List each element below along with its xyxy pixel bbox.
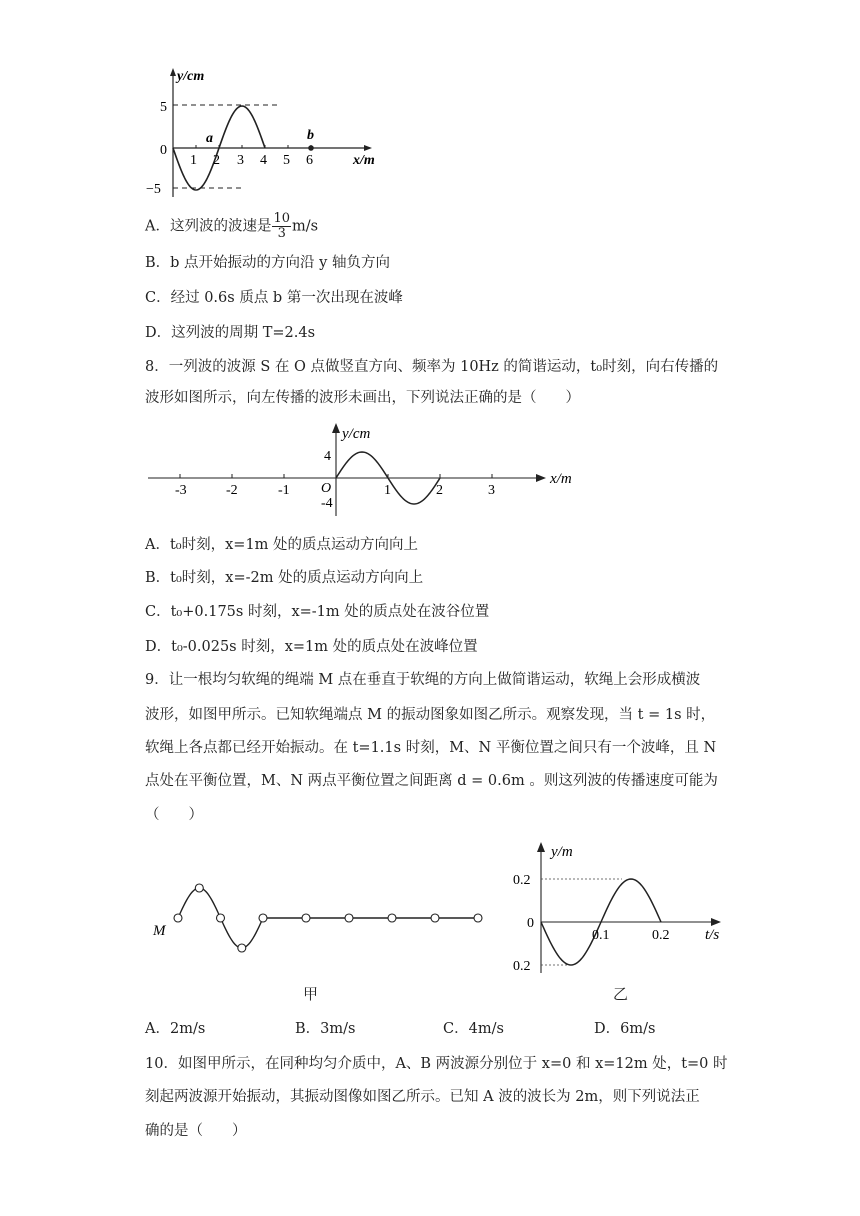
x-tick-2: 2 — [213, 153, 220, 168]
rope-bead — [302, 914, 310, 922]
q9-option-b: B．3m/s — [295, 1021, 356, 1037]
x-axis-label: x/m — [550, 471, 572, 487]
rope-bead — [259, 914, 267, 922]
figure-jia-rope — [150, 870, 500, 960]
y-tick-4: 4 — [324, 449, 331, 464]
x-tick-6: 6 — [306, 153, 313, 168]
point-b-dot — [308, 145, 314, 151]
x-tick-neg1: -1 — [278, 483, 290, 498]
x-tick-1: 1 — [384, 483, 391, 498]
x-tick-0.2: 0.2 — [652, 928, 670, 943]
q9-option-d: D．6m/s — [594, 1021, 656, 1037]
q9-stem-line5: （ ） — [145, 807, 203, 823]
q7-option-a: A．这列波的波速是 $\frac{10}{3}$ m/s — [145, 211, 319, 241]
rope-bead — [195, 884, 203, 892]
y-tick-0.2-top: 0.2 — [513, 873, 531, 888]
x-tick-neg3: -3 — [175, 483, 187, 498]
figure-yi-caption: 乙 — [613, 985, 629, 1003]
y-tick-neg5: −5 — [146, 182, 161, 197]
q8-option-c: C．t₀+0.175s 时刻，x=-1m 处的质点处在波谷位置 — [145, 604, 490, 620]
q7-option-c: C．经过 0.6s 质点 b 第一次出现在波峰 — [145, 290, 403, 306]
figure-jia-caption: 甲 — [303, 985, 319, 1003]
q10-stem-line3: 确的是（ ） — [145, 1123, 247, 1139]
point-m-label: M — [153, 923, 166, 939]
q8-stem-line2: 波形如图所示，向左传播的波形未画出，下列说法正确的是（ ） — [145, 390, 580, 406]
rope-bead — [388, 914, 396, 922]
q9-option-a: A．2m/s — [145, 1021, 206, 1037]
figure-yi-graph — [505, 838, 735, 978]
y-axis-label: y/m — [551, 844, 573, 860]
y-tick-0: 0 — [527, 916, 534, 931]
wave-graph-1 — [140, 62, 390, 202]
q8-stem-line1: 8．一列波的波源 S 在 O 点做竖直方向、频率为 10Hz 的简谐运动，t₀时刻，向右传播的 — [145, 359, 719, 375]
y-tick-5: 5 — [160, 100, 167, 115]
x-axis-label: x/m — [353, 153, 375, 168]
y-axis-label: y/cm — [177, 69, 205, 84]
x-tick-3: 3 — [237, 153, 244, 168]
q9-stem-line4: 点处在平衡位置，M、N 两点平衡位置之间距离 d = 0.6m 。则这列波的传播速度可能为 — [145, 773, 718, 789]
fraction-10-3: $\frac{10}{3}$ — [273, 211, 291, 241]
q10-stem-line1: 10．如图甲所示，在同种均匀介质中，A、B 两波源分别位于 x=0 和 x=12m 处，t=0 时 — [145, 1056, 728, 1072]
rope-bead — [174, 914, 182, 922]
q7-option-d: D．这列波的周期 T=2.4s — [145, 325, 316, 341]
q8-option-a: A．t₀时刻，x=1m 处的质点运动方向向上 — [145, 537, 419, 553]
x-axis-label: t/s — [705, 927, 720, 943]
q10-stem-line2: 刻起两波源开始振动，其振动图像如图乙所示。已知 A 波的波长为 2m，则下列说法正 — [145, 1089, 700, 1105]
x-tick-2: 2 — [436, 483, 443, 498]
x-tick-neg2: -2 — [226, 483, 238, 498]
rope-bead — [345, 914, 353, 922]
x-tick-5: 5 — [283, 153, 290, 168]
rope-bead — [217, 914, 225, 922]
q9-stem-line2: 波形，如图甲所示。已知软绳端点 M 的振动图象如图乙所示。观察发现，当 t = 1s 时， — [145, 707, 716, 723]
y-tick-0.2-bottom: 0.2 — [513, 959, 531, 974]
q9-option-c: C．4m/s — [443, 1021, 504, 1037]
q9-stem-line3: 软绳上各点都已经开始振动。在 t=1.1s 时刻，M、N 平衡位置之间只有一个波峰，且 N — [145, 740, 717, 756]
q8-option-b: B．t₀时刻，x=-2m 处的质点运动方向向上 — [145, 570, 424, 586]
point-a-label: a — [206, 131, 213, 146]
point-b-label: b — [307, 128, 314, 143]
rope-bead — [474, 914, 482, 922]
y-axis-label: y/cm — [342, 426, 371, 442]
origin-label: O — [321, 481, 332, 496]
x-tick-1: 1 — [190, 153, 197, 168]
rope-bead — [431, 914, 439, 922]
wave-graph-2 — [140, 420, 590, 520]
q8-option-d: D．t₀-0.025s 时刻，x=1m 处的质点处在波峰位置 — [145, 639, 478, 655]
x-tick-3: 3 — [488, 483, 495, 498]
y-tick-neg4: -4 — [321, 496, 333, 511]
x-tick-4: 4 — [260, 153, 267, 168]
rope-bead — [238, 944, 246, 952]
q7-option-b: B．b 点开始振动的方向沿 y 轴负方向 — [145, 255, 390, 271]
x-tick-0.1: 0.1 — [592, 928, 610, 943]
q9-stem-line1: 9．让一根均匀软绳的绳端 M 点在垂直于软绳的方向上做简谐运动，软绳上会形成横波 — [145, 672, 701, 688]
y-tick-0: 0 — [160, 143, 167, 158]
